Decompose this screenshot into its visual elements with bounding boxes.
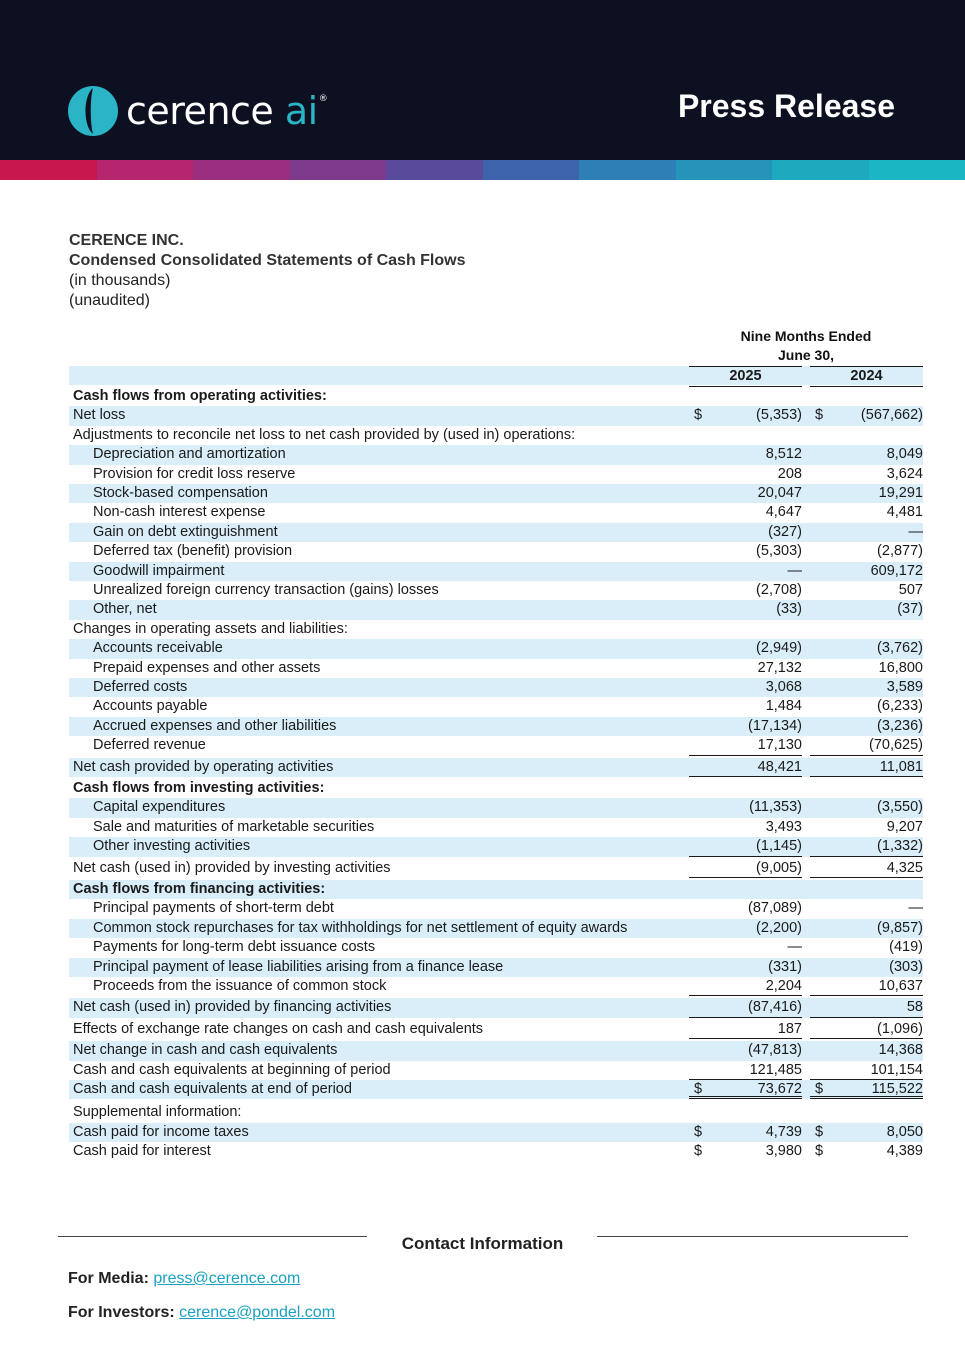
row-label: Provision for credit loss reserve (93, 465, 296, 482)
value-2025-cell (689, 919, 802, 938)
value-2024-cell (810, 758, 923, 777)
cell-value: 4,647 (765, 504, 802, 521)
value-2025-cell (689, 445, 802, 464)
table-row (69, 426, 923, 445)
cell-value: (327) (768, 523, 802, 540)
value-2025-cell (689, 859, 802, 878)
row-label: Accrued expenses and other liabilities (93, 717, 337, 734)
row-label: Common stock repurchases for tax withholdings for net settlement of equity awards (93, 919, 628, 936)
value-2024-cell (810, 1041, 923, 1060)
value-2024-cell (810, 977, 923, 996)
cell-value: (1,096) (877, 1020, 923, 1037)
value-2025-cell (689, 387, 802, 406)
cell-value: 58 (906, 999, 923, 1016)
row-label: Unrealized foreign currency transaction (gains) losses (93, 582, 439, 598)
cell-value: 3,589 (886, 679, 923, 695)
value-2025-cell (689, 1080, 802, 1099)
value-2025-cell (689, 426, 802, 445)
table-row (69, 899, 923, 918)
value-2024-cell (810, 859, 923, 878)
table-row (69, 798, 923, 817)
value-2024-cell (810, 445, 923, 464)
value-2025-cell (689, 542, 802, 561)
cell-value: (3,550) (877, 799, 923, 816)
value-2024-cell (810, 484, 923, 503)
cell-value: 27,132 (757, 659, 802, 676)
value-2024-cell (810, 697, 923, 716)
table-row (69, 779, 923, 798)
dollar-sign: $ (694, 1081, 703, 1097)
contact-title: Contact Information (401, 1234, 564, 1253)
row-label: Adjustments to reconcile net loss to net cash provided by (used in) operations: (73, 426, 576, 443)
cell-value: 3,980 (765, 1143, 802, 1160)
logo-wordmark-ai: ai (284, 89, 318, 133)
cell-value: 2,204 (765, 978, 802, 994)
cell-value: 1,484 (765, 698, 802, 715)
media-contact (68, 1270, 300, 1288)
table-row (69, 837, 923, 856)
cell-value: (3,236) (877, 717, 923, 734)
value-2024-cell (810, 837, 923, 856)
period-header-line2: June 30, (777, 347, 835, 363)
cell-value: (303) (889, 958, 923, 975)
table-row (69, 818, 923, 837)
value-2025-cell (689, 503, 802, 522)
cell-value: 14,368 (878, 1042, 923, 1059)
row-label: Changes in operating assets and liabilities: (73, 620, 348, 637)
color-bar-segment (869, 160, 965, 180)
press-release-title: Press Release (677, 88, 895, 124)
row-label: Principal payment of lease liabilities arising from a finance lease (93, 958, 504, 975)
color-bar-segment (290, 160, 387, 180)
table-row (69, 919, 923, 938)
cell-value: — (787, 939, 802, 956)
value-2024-cell (810, 639, 923, 658)
table-row (69, 678, 923, 697)
value-2025-cell (689, 678, 802, 697)
row-label: Cash and cash equivalents at end of period (73, 1081, 352, 1097)
cell-value: (2,200) (756, 919, 802, 936)
dollar-sign: $ (815, 1123, 824, 1140)
table-row (69, 938, 923, 957)
color-bar-segment (772, 160, 869, 180)
dollar-sign: $ (694, 1143, 703, 1160)
value-2025-cell (689, 581, 802, 600)
cell-value: (87,416) (747, 999, 802, 1016)
value-2024-cell (810, 998, 923, 1017)
value-2024-cell (810, 798, 923, 817)
value-2024-cell (810, 600, 923, 619)
cerence-logo (68, 86, 327, 136)
row-label: Stock-based compensation (93, 485, 268, 501)
value-2024-cell (810, 581, 923, 600)
cell-value: 4,389 (886, 1143, 923, 1160)
value-2024-cell (810, 1020, 923, 1039)
row-label: Principal payments of short-term debt (93, 900, 334, 917)
value-2024-cell (810, 523, 923, 542)
table-row (69, 859, 923, 878)
row-label: Non-cash interest expense (93, 504, 266, 521)
dollar-sign: $ (815, 1081, 824, 1097)
cell-value: — (787, 562, 802, 579)
cell-value: (47,813) (747, 1042, 802, 1059)
color-bar-segment (97, 160, 194, 180)
table-row (69, 736, 923, 755)
units-note: (in thousands) (69, 272, 171, 289)
cell-value: 8,512 (765, 446, 802, 463)
table-row (69, 523, 923, 542)
cell-value: (11,353) (749, 799, 802, 816)
table-row (69, 958, 923, 977)
cell-value: (331) (768, 958, 802, 975)
value-2024-cell (810, 938, 923, 957)
value-2025-cell (689, 1142, 802, 1161)
value-2025-cell (689, 1103, 802, 1122)
row-label: Deferred revenue (93, 737, 206, 754)
investors-label: For Investors: (68, 1304, 175, 1321)
value-2025-cell (689, 758, 802, 777)
row-label: Deferred costs (93, 679, 188, 695)
row-label: Gain on debt extinguishment (93, 523, 278, 540)
value-2025-cell (689, 562, 802, 581)
cell-value: (5,303) (756, 543, 802, 560)
value-2024-cell (810, 387, 923, 406)
row-label: Net cash provided by operating activities (73, 758, 334, 775)
value-2024-cell (810, 899, 923, 918)
investors-contact (68, 1304, 335, 1322)
row-label: Accounts payable (93, 698, 208, 715)
period-header-line1: Nine Months Ended (740, 328, 872, 344)
media-label: For Media: (68, 1270, 149, 1287)
row-label: Capital expenditures (93, 799, 226, 816)
value-2024-cell (810, 1080, 923, 1099)
table-row (69, 1080, 923, 1099)
row-label: Sale and maturities of marketable securities (93, 818, 375, 835)
dollar-sign: $ (694, 1123, 703, 1140)
cell-value: 4,481 (886, 504, 923, 521)
document-heading (69, 231, 466, 311)
cell-value: 121,485 (749, 1061, 802, 1078)
cell-value: (37) (897, 601, 923, 618)
cell-value: 8,049 (886, 446, 923, 463)
table-row (69, 465, 923, 484)
table-row (69, 581, 923, 600)
cell-value: 3,624 (886, 465, 923, 482)
year-header-row (69, 366, 923, 385)
value-2025-cell (689, 1123, 802, 1142)
color-bar-segment (0, 160, 97, 180)
row-label: Deferred tax (benefit) provision (93, 543, 293, 560)
statement-title: Condensed Consolidated Statements of Cash Flows (69, 252, 466, 269)
cell-value: (1,145) (756, 838, 802, 855)
cell-value: 3,493 (765, 818, 802, 835)
table-row (69, 600, 923, 619)
value-2025-cell (689, 523, 802, 542)
value-2024-cell (810, 1103, 923, 1122)
value-2025-cell (689, 465, 802, 484)
cell-value: (1,332) (877, 838, 923, 855)
cell-value: (419) (889, 939, 923, 956)
row-label: Prepaid expenses and other assets (93, 659, 321, 676)
row-label: Cash paid for interest (73, 1143, 211, 1160)
value-2025-cell (689, 717, 802, 736)
value-2025-cell (689, 998, 802, 1017)
table-row (69, 1103, 923, 1122)
value-2025-cell (689, 600, 802, 619)
cell-value: (9,005) (756, 859, 802, 876)
table-row (69, 542, 923, 561)
cell-value: 507 (898, 582, 923, 598)
value-2024-cell (810, 503, 923, 522)
table-row (69, 697, 923, 716)
cell-value: (70,625) (868, 737, 923, 754)
cell-value: (33) (776, 601, 802, 618)
table-row (69, 562, 923, 581)
cell-value: 16,800 (878, 659, 923, 676)
value-2024-cell (810, 1142, 923, 1161)
cell-value: 73,672 (757, 1081, 802, 1097)
audit-note: (unaudited) (69, 292, 150, 309)
color-bar-segment (483, 160, 580, 180)
cerence-logo-mark-icon (68, 86, 118, 136)
color-bar-segment (386, 160, 483, 180)
cell-value: (2,949) (756, 640, 802, 657)
color-bar-segment (676, 160, 773, 180)
table-row (69, 387, 923, 406)
investors-email-link[interactable]: cerence@pondel.com (179, 1304, 336, 1321)
value-2024-cell (810, 818, 923, 837)
table-row (69, 998, 923, 1017)
row-label: Other investing activities (93, 838, 251, 855)
value-2025-cell (689, 406, 802, 425)
table-row (69, 406, 923, 425)
cell-value: 9,207 (886, 818, 923, 835)
cell-value: (2,708) (756, 582, 802, 598)
row-label: Accounts receivable (93, 640, 223, 657)
row-label: Supplemental information: (73, 1104, 242, 1121)
value-2025-cell (689, 659, 802, 678)
value-2025-cell (689, 938, 802, 957)
value-2025-cell (689, 639, 802, 658)
row-label: Goodwill impairment (93, 562, 225, 579)
row-label: Net cash (used in) provided by financing activities (73, 999, 392, 1016)
value-2025-cell (689, 484, 802, 503)
cell-value: (6,233) (877, 698, 923, 715)
cell-value: — (908, 523, 923, 540)
row-label: Other, net (93, 601, 157, 618)
cell-value: (5,353) (756, 407, 802, 424)
value-2024-cell (810, 736, 923, 755)
cell-value: 4,739 (765, 1123, 802, 1140)
value-2024-cell (810, 406, 923, 425)
year-2024-header: 2024 (810, 366, 923, 385)
value-2024-cell (810, 426, 923, 445)
cell-value: 19,291 (878, 485, 923, 501)
cell-value: (17,134) (747, 717, 802, 734)
dollar-sign: $ (815, 1143, 824, 1160)
logo-wordmark (126, 86, 327, 136)
media-email-link[interactable]: press@cerence.com (153, 1270, 301, 1287)
header-color-bar (0, 160, 965, 180)
row-label: Cash flows from financing activities: (73, 881, 326, 897)
table-row (69, 1041, 923, 1060)
table-row (69, 1123, 923, 1142)
row-label: Net cash (used in) provided by investing activities (73, 859, 391, 876)
table-row (69, 1142, 923, 1161)
cell-value: 4,325 (886, 859, 923, 876)
value-2025-cell (689, 818, 802, 837)
page-header (0, 0, 965, 160)
contact-divider-left (58, 1236, 367, 1237)
row-label: Proceeds from the issuance of common stock (93, 978, 387, 994)
value-2024-cell (810, 659, 923, 678)
value-2025-cell (689, 958, 802, 977)
cell-value: 187 (777, 1020, 802, 1037)
value-2025-cell (689, 620, 802, 639)
value-2025-cell (689, 798, 802, 817)
value-2024-cell (810, 678, 923, 697)
cell-value: 208 (777, 465, 802, 482)
value-2024-cell (810, 779, 923, 798)
row-label: Cash and cash equivalents at beginning of period (73, 1061, 391, 1078)
color-bar-segment (579, 160, 676, 180)
cell-value: (9,857) (877, 919, 923, 936)
value-2025-cell (689, 1041, 802, 1060)
value-2025-cell (689, 837, 802, 856)
dollar-sign: $ (815, 407, 824, 424)
table-row (69, 758, 923, 777)
value-2024-cell (810, 717, 923, 736)
cell-value: 20,047 (757, 485, 802, 501)
table-row (69, 880, 923, 899)
value-2024-cell (810, 562, 923, 581)
table-row (69, 1020, 923, 1039)
cell-value: — (908, 900, 923, 917)
table-row (69, 977, 923, 996)
row-label: Payments for long-term debt issuance costs (93, 939, 376, 956)
value-2025-cell (689, 977, 802, 996)
value-2024-cell (810, 465, 923, 484)
cell-value: 115,522 (871, 1081, 923, 1097)
row-label: Net loss (73, 407, 126, 424)
table-row (69, 620, 923, 639)
cell-value: 10,637 (878, 978, 923, 994)
logo-wordmark-cerence: cerence (126, 89, 274, 133)
table-row (69, 503, 923, 522)
cell-value: (3,762) (877, 640, 923, 657)
value-2024-cell (810, 1123, 923, 1142)
row-label: Net change in cash and cash equivalents (73, 1042, 338, 1059)
row-label: Cash paid for income taxes (73, 1123, 249, 1140)
value-2024-cell (810, 1061, 923, 1080)
table-row (69, 717, 923, 736)
value-2025-cell (689, 736, 802, 755)
cell-value: 101,154 (870, 1061, 923, 1078)
color-bar-segment (193, 160, 290, 180)
year-2025-header: 2025 (689, 366, 802, 385)
value-2024-cell (810, 542, 923, 561)
table-row (69, 445, 923, 464)
cell-value: (2,877) (877, 543, 923, 560)
cell-value: 17,130 (757, 737, 802, 754)
row-label: Depreciation and amortization (93, 446, 286, 463)
company-name: CERENCE INC. (69, 232, 184, 249)
row-label: Cash flows from operating activities: (73, 388, 327, 404)
value-2025-cell (689, 899, 802, 918)
value-2025-cell (689, 1020, 802, 1039)
cell-value: 8,050 (886, 1123, 923, 1140)
cell-value: (567,662) (860, 407, 923, 424)
dollar-sign: $ (694, 407, 703, 424)
value-2025-cell (689, 1061, 802, 1080)
cell-value: (87,089) (747, 900, 802, 917)
value-2025-cell (689, 880, 802, 899)
cell-value: 609,172 (870, 562, 923, 579)
value-2024-cell (810, 958, 923, 977)
row-label: Cash flows from investing activities: (73, 780, 325, 796)
table-row (69, 484, 923, 503)
value-2025-cell (689, 697, 802, 716)
table-row (69, 639, 923, 658)
cell-value: 3,068 (765, 679, 802, 695)
value-2024-cell (810, 880, 923, 899)
cell-value: 48,421 (757, 758, 802, 775)
cell-value: 11,081 (879, 758, 923, 775)
value-2024-cell (810, 620, 923, 639)
logo-registered-mark: ® (318, 94, 328, 104)
value-2025-cell (689, 779, 802, 798)
table-row (69, 1061, 923, 1080)
table-row (69, 659, 923, 678)
contact-divider-right (597, 1236, 908, 1237)
value-2024-cell (810, 919, 923, 938)
row-label: Effects of exchange rate changes on cash and cash equivalents (73, 1020, 484, 1037)
